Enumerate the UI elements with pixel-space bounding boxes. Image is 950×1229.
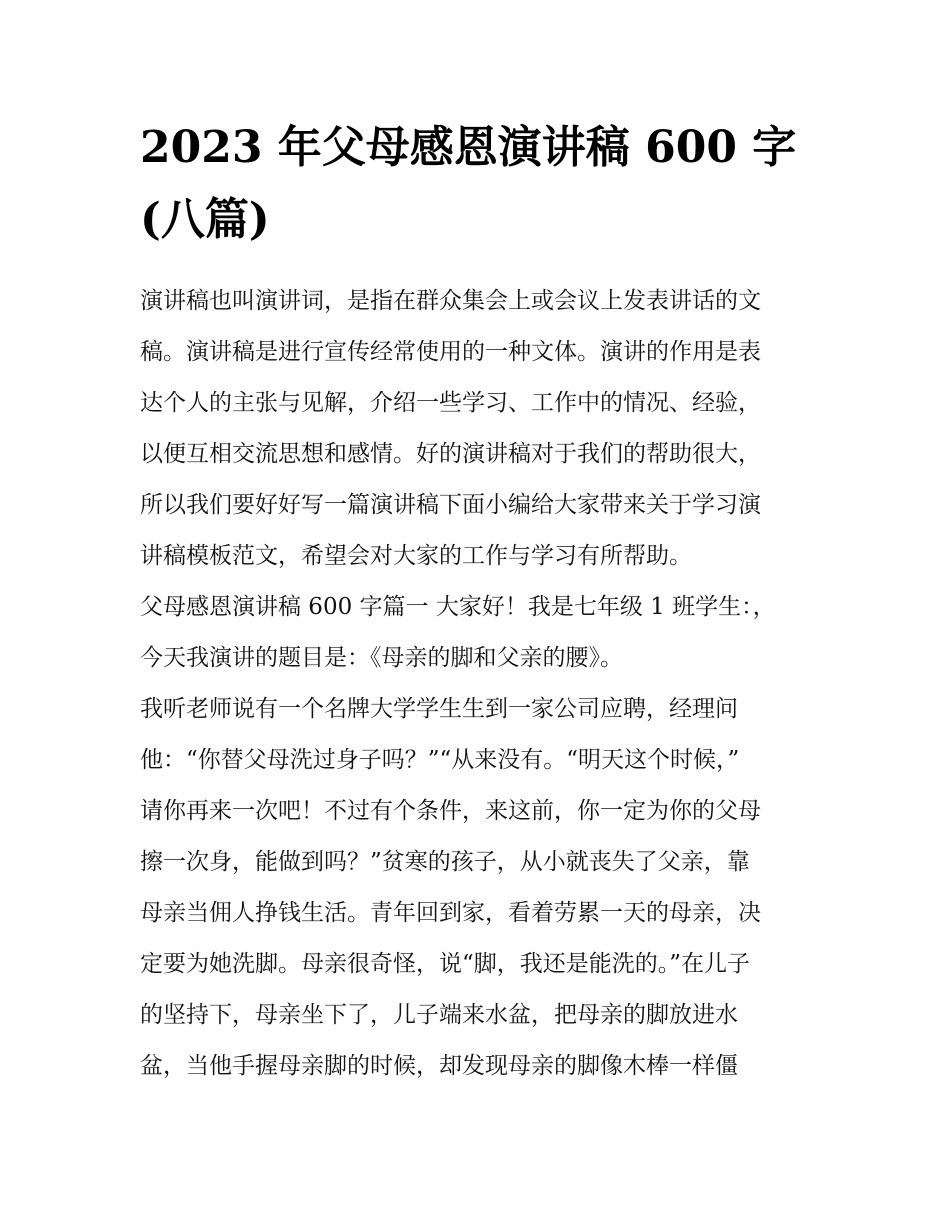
- body-line: 所以我们要好好写一篇演讲稿下面小编给大家带来关于学习演: [140, 492, 761, 518]
- body-line: 的坚持下，母亲坐下了，儿子端来水盆，把母亲的脚放进水: [140, 1002, 738, 1028]
- body-line: 今天我演讲的题目是：《母亲的脚和父亲的腰》。: [140, 645, 623, 671]
- body-line: 定要为她洗脚。母亲很奇怪，说“脚，我还是能洗的。”在儿子: [140, 951, 751, 977]
- body-line: 擦一次身，能做到吗？”贫寒的孩子，从小就丧失了父亲，靠: [140, 849, 750, 875]
- body-line: 稿。演讲稿是进行宣传经常使用的一种文体。演讲的作用是表: [140, 339, 761, 365]
- body-line: 以便互相交流思想和感情。好的演讲稿对于我们的帮助很大，: [140, 441, 761, 467]
- body-line: 他：“你替父母洗过身子吗？”“从来没有。“明天这个时候，”: [140, 747, 740, 773]
- body-line: 演讲稿也叫演讲词，是指在群众集会上或会议上发表讲话的文: [140, 288, 761, 314]
- document-body: [140, 276, 815, 1092]
- body-line: 我听老师说有一个名牌大学学生生到一家公司应聘，经理问: [140, 696, 738, 722]
- body-line: 母亲当佣人挣钱生活。青年回到家，看着劳累一天的母亲，决: [140, 900, 761, 926]
- body-line: 父母感恩演讲稿 600 字篇一 大家好！我是七年级 1 班学生：，: [140, 594, 776, 620]
- body-line: 盆，当他手握母亲脚的时候，却发现母亲的脚像木棒一样僵: [140, 1053, 738, 1079]
- body-line: 讲稿模板范文，希望会对大家的工作与学习有所帮助。: [140, 543, 692, 569]
- title-line-1: 2023 年父母感恩演讲稿 600 字: [140, 122, 797, 173]
- document-title: [140, 112, 820, 256]
- title-line-2: (八篇): [140, 194, 270, 245]
- body-line: 达个人的主张与见解，介绍一些学习、工作中的情况、经验，: [140, 390, 761, 416]
- body-line: 请你再来一次吧！不过有个条件，来这前，你一定为你的父母: [140, 798, 761, 824]
